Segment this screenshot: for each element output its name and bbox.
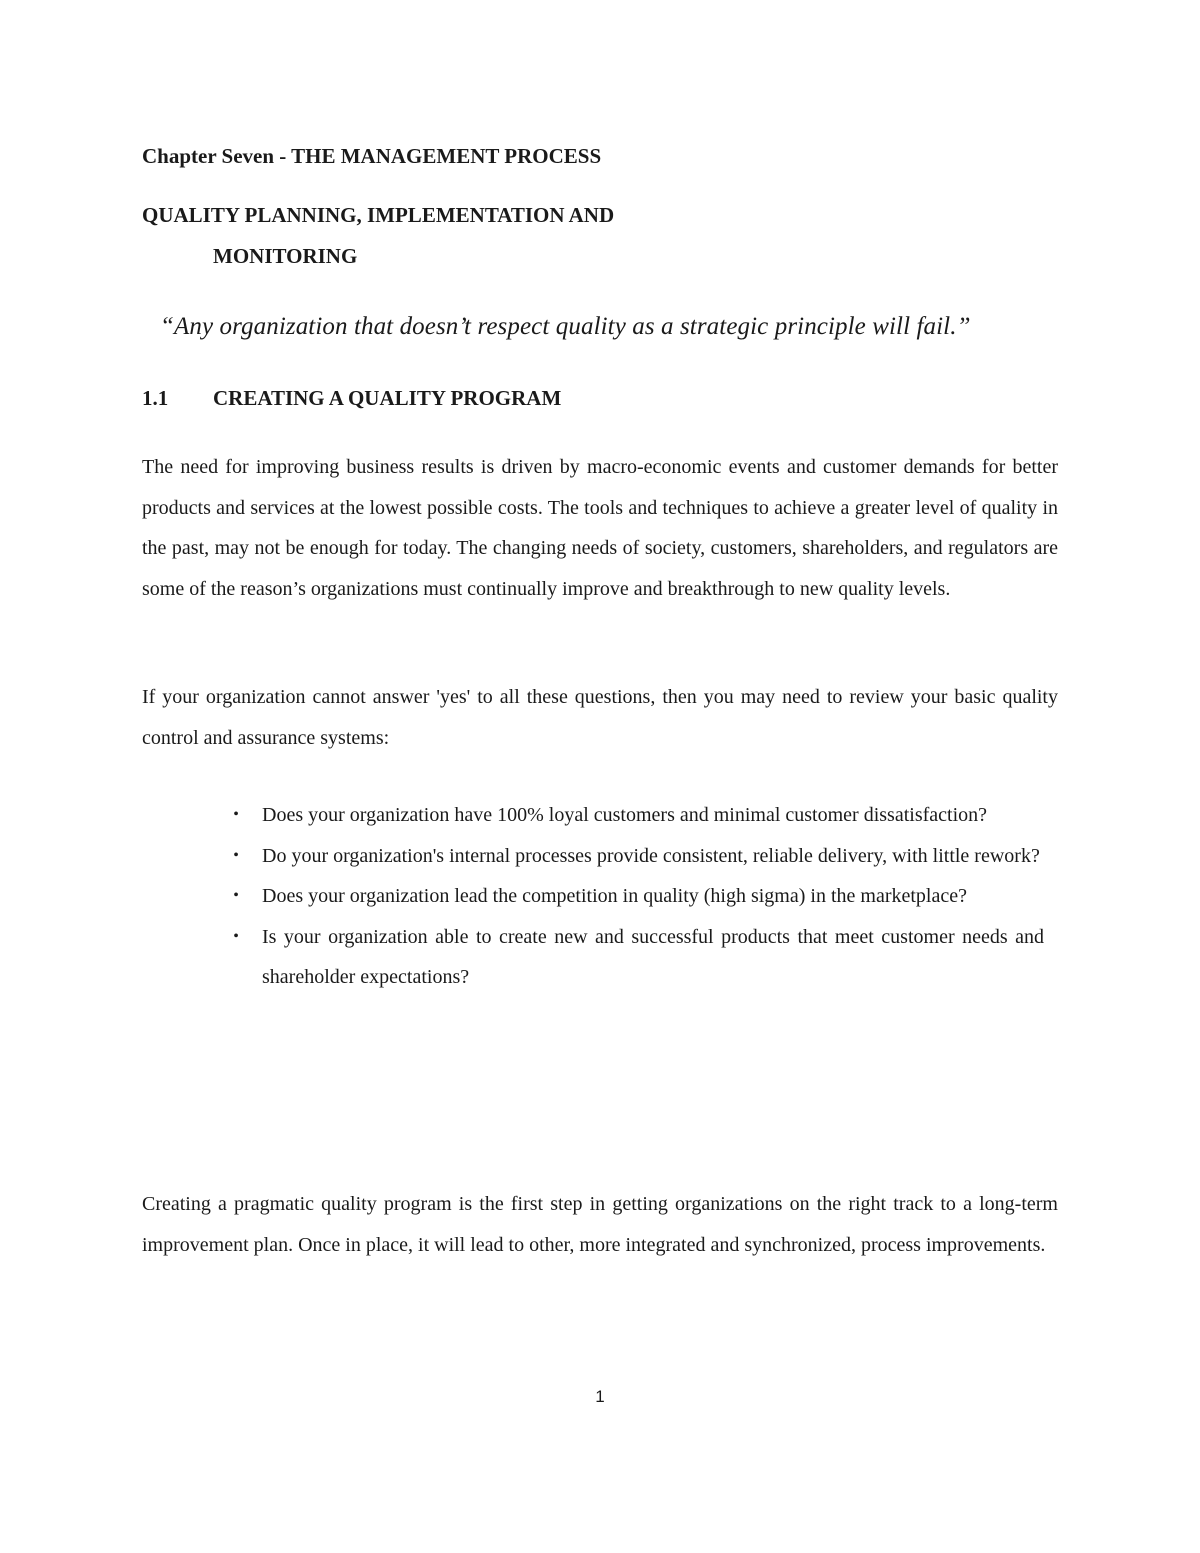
paragraph-creating-program: Creating a pragmatic quality program is the first step in getting organizations on the right track to a long-term improvement plan. Once in place, it will lead to other, more integrated and synchronized, process improvements.	[142, 1193, 1058, 1256]
list-item-text: Is your organization able to create new and successful products that meet customer needs and shareholder expectations?	[262, 925, 1044, 988]
list-item	[220, 876, 1044, 917]
list-item-text: Does your organization have 100% loyal customers and minimal customer dissatisfaction?	[262, 804, 988, 826]
question-list	[220, 795, 1044, 998]
list-item-text: Does your organization lead the competition in quality (high sigma) in the marketplace?	[262, 885, 967, 907]
paragraph-need-for-improvement: The need for improving business results is driven by macro-economic events and customer demands for better products and services at the lowest possible costs. The tools and techniques to achieve a greater level of quality in the past, may not be enough for today. The changing needs of society, customers, shareholders, and regulators are some of the reason’s organizations must continually improve and breakthrough to new quality levels.	[142, 456, 1058, 600]
quote: “Any organization that doesn’t respect quality as a strategic principle will fail.”	[160, 313, 971, 340]
bullet-icon: •	[233, 887, 239, 904]
bullet-icon: •	[233, 927, 239, 945]
list-item	[220, 836, 1044, 877]
bullet-icon: •	[233, 846, 239, 864]
section-title-line-1: QUALITY PLANNING, IMPLEMENTATION AND	[142, 203, 615, 227]
bullet-icon: •	[233, 806, 239, 823]
list-item-text: Do your organization's internal processes provide consistent, reliable delivery, with little rework?	[262, 844, 1040, 867]
section-title-line-2: MONITORING	[213, 244, 358, 268]
page-number: 1	[595, 1387, 605, 1406]
subsection-title: CREATING A QUALITY PROGRAM	[213, 386, 562, 410]
list-item	[220, 917, 1044, 998]
subsection-number: 1.1	[142, 386, 169, 410]
list-item	[220, 795, 1044, 836]
chapter-title: Chapter Seven - THE MANAGEMENT PROCESS	[142, 144, 602, 168]
paragraph-questions-intro: If your organization cannot answer 'yes' to all these questions, then you may need to review your basic quality control and assurance systems:	[142, 686, 1058, 749]
